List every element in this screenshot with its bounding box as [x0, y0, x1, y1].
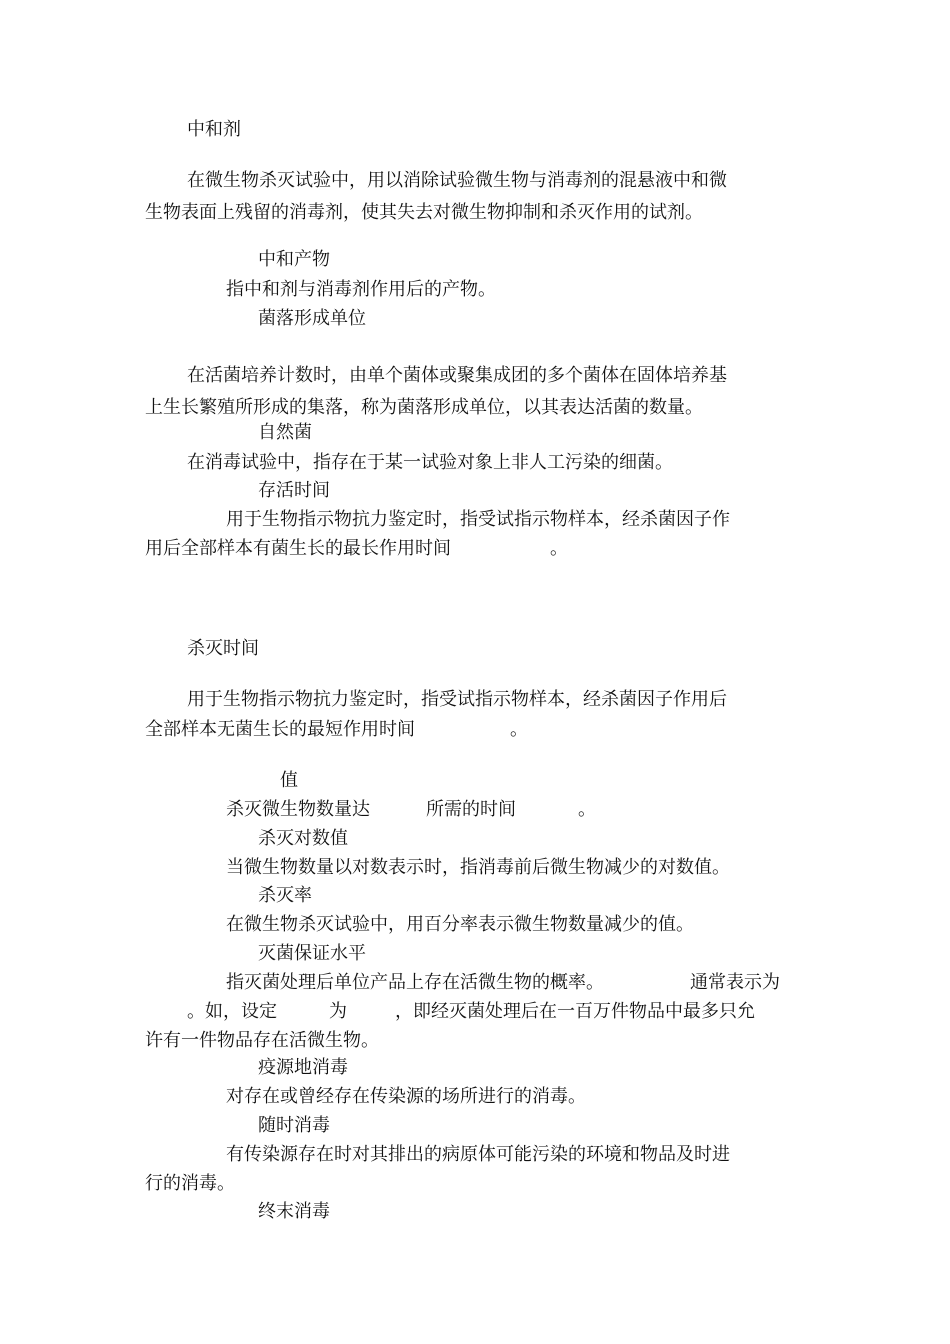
- term-heading: 存活时间: [258, 480, 330, 501]
- term-heading: 菌落形成单位: [258, 308, 366, 329]
- term-heading: 杀灭对数值: [258, 828, 348, 849]
- definition-text: 指灭菌处理后单位产品上存在活微生物的概率。: [226, 972, 604, 993]
- term-heading: 值: [280, 770, 298, 791]
- definition-text: 用于生物指示物抗力鉴定时，指受试指示物样本，经杀菌因子作用后: [187, 689, 727, 710]
- term-heading: 随时消毒: [258, 1115, 330, 1136]
- definition-text: 用于生物指示物抗力鉴定时，指受试指示物样本，经杀菌因子作: [226, 509, 730, 530]
- term-heading: 中和剂: [187, 119, 241, 140]
- definition-text: 在消毒试验中，指存在于某一试验对象上非人工污染的细菌。: [187, 452, 673, 473]
- definition-text: 在活菌培养计数时，由单个菌体或聚集成团的多个菌体在固体培养基: [187, 365, 727, 386]
- term-heading: 疫源地消毒: [258, 1057, 348, 1078]
- definition-text: 指中和剂与消毒剂作用后的产物。: [226, 279, 496, 300]
- definition-text: 杀灭微生物数量达: [226, 799, 370, 820]
- definition-text: 行的消毒。: [145, 1173, 235, 1194]
- term-heading: 终末消毒: [258, 1201, 330, 1222]
- term-heading: 杀灭时间: [187, 638, 259, 659]
- definition-text: 。如，设定: [187, 1001, 277, 1022]
- definition-text: 通常表示为: [690, 972, 780, 993]
- term-heading: 自然菌: [258, 422, 312, 443]
- term-heading: 中和产物: [258, 249, 330, 270]
- definition-text: 所需的时间: [426, 799, 516, 820]
- definition-text: ，即经灭菌处理后在一百万件物品中最多只允: [395, 1001, 755, 1022]
- definition-text: 为: [329, 1001, 347, 1022]
- punctuation: 。: [578, 799, 596, 820]
- definition-text: 在微生物杀灭试验中，用百分率表示微生物数量减少的值。: [226, 914, 694, 935]
- punctuation: 。: [510, 719, 528, 740]
- term-heading: 灭菌保证水平: [258, 943, 366, 964]
- term-heading: 杀灭率: [258, 885, 312, 906]
- definition-text: 许有一件物品存在活微生物。: [145, 1030, 379, 1051]
- definition-text: 用后全部样本有菌生长的最长作用时间: [145, 538, 451, 559]
- definition-text: 当微生物数量以对数表示时，指消毒前后微生物减少的对数值。: [226, 857, 730, 878]
- definition-text: 有传染源存在时对其排出的病原体可能污染的环境和物品及时进: [226, 1144, 730, 1165]
- definition-text: 上生长繁殖所形成的集落，称为菌落形成单位，以其表达活菌的数量。: [145, 397, 703, 418]
- definition-text: 生物表面上残留的消毒剂，使其失去对微生物抑制和杀灭作用的试剂。: [145, 202, 703, 223]
- punctuation: 。: [550, 538, 568, 559]
- definition-text: 对存在或曾经存在传染源的场所进行的消毒。: [226, 1086, 586, 1107]
- definition-text: 在微生物杀灭试验中，用以消除试验微生物与消毒剂的混悬液中和微: [187, 170, 727, 191]
- definition-text: 全部样本无菌生长的最短作用时间: [145, 719, 415, 740]
